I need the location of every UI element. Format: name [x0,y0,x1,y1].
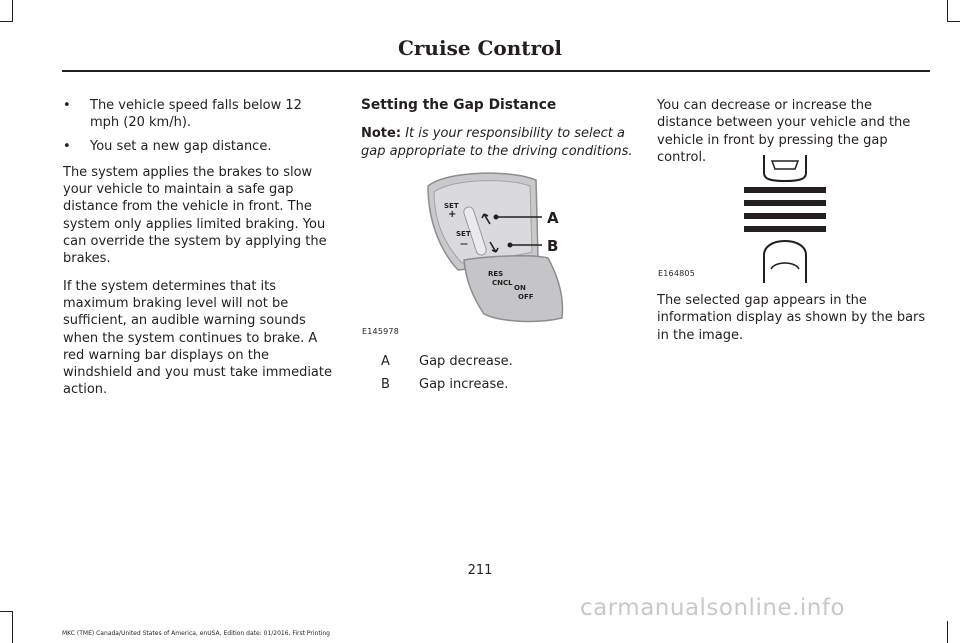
lead-vehicle-icon [764,155,806,181]
gap-bar [744,187,826,193]
res-label: RES [488,270,504,278]
figure-code: E145978 [362,327,399,336]
bullet-marker: • [63,138,71,154]
crop-mark-top-right-v [947,0,948,22]
page-title: Cruise Control [397,36,563,60]
left-column [63,97,335,409]
bullet-item [63,97,335,132]
body-paragraph: If the system determines that its maximum braking level will not be sufficient, an audible warning sounds when the system continues to brake. A red warning bar displays on the windshield and you must take immediate action. [63,278,332,398]
bullet-text: The vehicle speed falls below 12 mph (20 km/h). [90,98,302,131]
set-plus-label: SET [444,202,459,210]
crop-mark-top-left-v [12,0,13,22]
callout-a-label: A [547,209,559,227]
crop-mark-bottom-right-v [947,621,948,643]
gap-bar [744,226,826,232]
minus-label: — [460,239,468,248]
lead-vehicle-window [772,161,798,169]
crop-mark-bottom-left-h [0,611,13,612]
on-label: ON [514,284,526,292]
cruise-switch-illustration [418,168,588,328]
bullet-text: You set a new gap distance. [90,138,272,154]
middle-column [361,97,633,170]
title-rule [62,70,930,72]
plus-label: + [448,209,457,220]
right-column-caption: The selected gap appears in the information display as shown by the bars in the image. [657,293,926,343]
own-vehicle-icon [764,241,806,283]
right-column-intro: You can decrease or increase the distance between your vehicle and the vehicle in front by pressing the gap control. [657,98,911,165]
section-heading: Setting the Gap Distance [361,97,557,113]
note [361,125,633,160]
watermark: carmanualsonline.info [580,595,846,621]
legend-key: A [381,354,390,369]
gap-bar [744,213,826,219]
edition-footer: MKC (TME) Canada/United States of America, enUSA, Edition date: 01/2016, First Printing [62,630,330,637]
bullet-item [63,138,335,155]
note-text: It is your responsibility to select a gap appropriate to the driving conditions. [361,126,633,159]
set-minus-label: SET [456,230,471,238]
crop-mark-top-left-h [0,21,13,22]
body-paragraph: The system applies the brakes to slow your vehicle to maintain a safe gap distance from the vehicle in front. The system only applies limited braking. You can override the system by applying the brakes. [63,164,327,267]
note-label: Note: [361,126,402,142]
crop-mark-bottom-left-v [12,611,13,643]
own-vehicle-window [771,263,799,269]
figure-code: E164805 [658,269,695,278]
legend-text: Gap decrease. [419,354,513,369]
off-label: OFF [518,293,534,301]
callout-b-label: B [547,237,559,255]
gap-bar [744,200,826,206]
legend-key: B [381,377,390,392]
bullet-marker: • [63,98,71,113]
cncl-label: CNCL [492,279,513,287]
legend-text: Gap increase. [419,377,509,392]
crop-mark-top-right-h [947,21,960,22]
gap-display-illustration [740,155,830,283]
page-number: 211 [467,563,493,578]
